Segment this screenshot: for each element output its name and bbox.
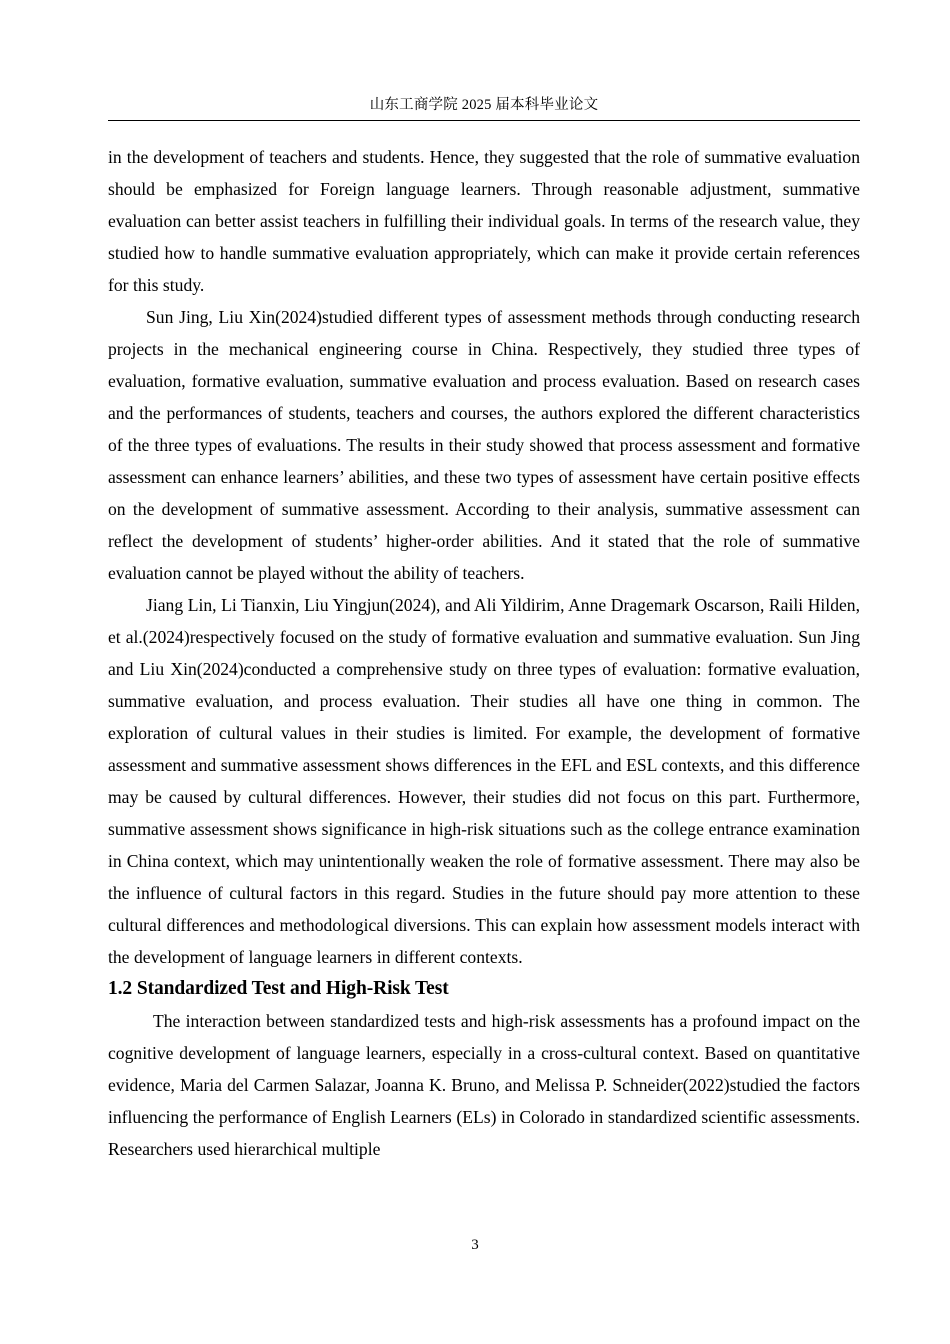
page-header	[108, 98, 860, 113]
body-paragraph: in the development of teachers and students. Hence, they suggested that the role of summative evaluation should be emphasized for Foreign language learners. Through reasonable adjustment, summative evaluation can better assist teachers in fulfilling their individual goals. In terms of the research value, they studied how to handle summative evaluation appropriately, which can make it provide certain references for this study.	[108, 147, 860, 295]
body-paragraph: Sun Jing, Liu Xin(2024)studied different types of assessment methods through conducting research projects in the mechanical engineering course in China. Respectively, they studied three types of evaluation, formative evaluation, summative evaluation and process evaluation. Based on research cases and the performances of students, teachers and courses, the authors explored the different characteristics of the three types of evaluations. The results in their study showed that process assessment and formative assessment can enhance learners’ abilities, and these two types of assessment have certain positive effects on the development of summative assessment. According to their analysis, summative assessment can reflect the development of students’ higher-order abilities. And it stated that the role of summative evaluation cannot be played without the ability of teachers.	[108, 307, 860, 583]
page-content	[108, 141, 860, 1165]
page-number: 3	[471, 1237, 479, 1253]
header-divider-rule	[108, 120, 860, 121]
body-paragraph: The interaction between standardized tests and high-risk assessments has a profound impact on the cognitive development of language learners, especially in a cross-cultural context. Based on quantitative evidence, Maria del Carmen Salazar, Joanna K. Bruno, and Melissa P. Schneider(2022)studied the factors influencing the performance of English Learners (ELs) in Colorado in standardized scientific assessments. Researchers used hierarchical multiple	[108, 1011, 860, 1159]
body-paragraph: Jiang Lin, Li Tianxin, Liu Yingjun(2024), and Ali Yildirim, Anne Dragemark Oscarson, Raili Hilden, et al.(2024)respectively focused on the study of formative evaluation and summative evaluation. Sun Jing and Liu Xin(2024)conducted a comprehensive study on three types of evaluation: formative evaluation, summative evaluation, and process evaluation. Their studies all have one thing in common. The exploration of cultural values in their studies is limited. For example, the development of formative assessment and summative assessment shows differences in the EFL and ESL contexts, and this difference may be caused by cultural differences. However, their studies did not focus on this part. Furthermore, summative assessment shows significance in high-risk situations such as the college entrance examination in China context, which may unintentionally weaken the role of formative assessment. There may also be the influence of cultural factors in this regard. Studies in the future should pay more attention to these cultural differences and methodological diversions. This can explain how assessment models interact with the development of language learners in different contexts.	[108, 595, 860, 967]
section-heading-1-2: 1.2 Standardized Test and High-Risk Test	[108, 978, 449, 999]
page-header-text: 山东工商学院 2025 届本科毕业论文	[369, 97, 599, 113]
